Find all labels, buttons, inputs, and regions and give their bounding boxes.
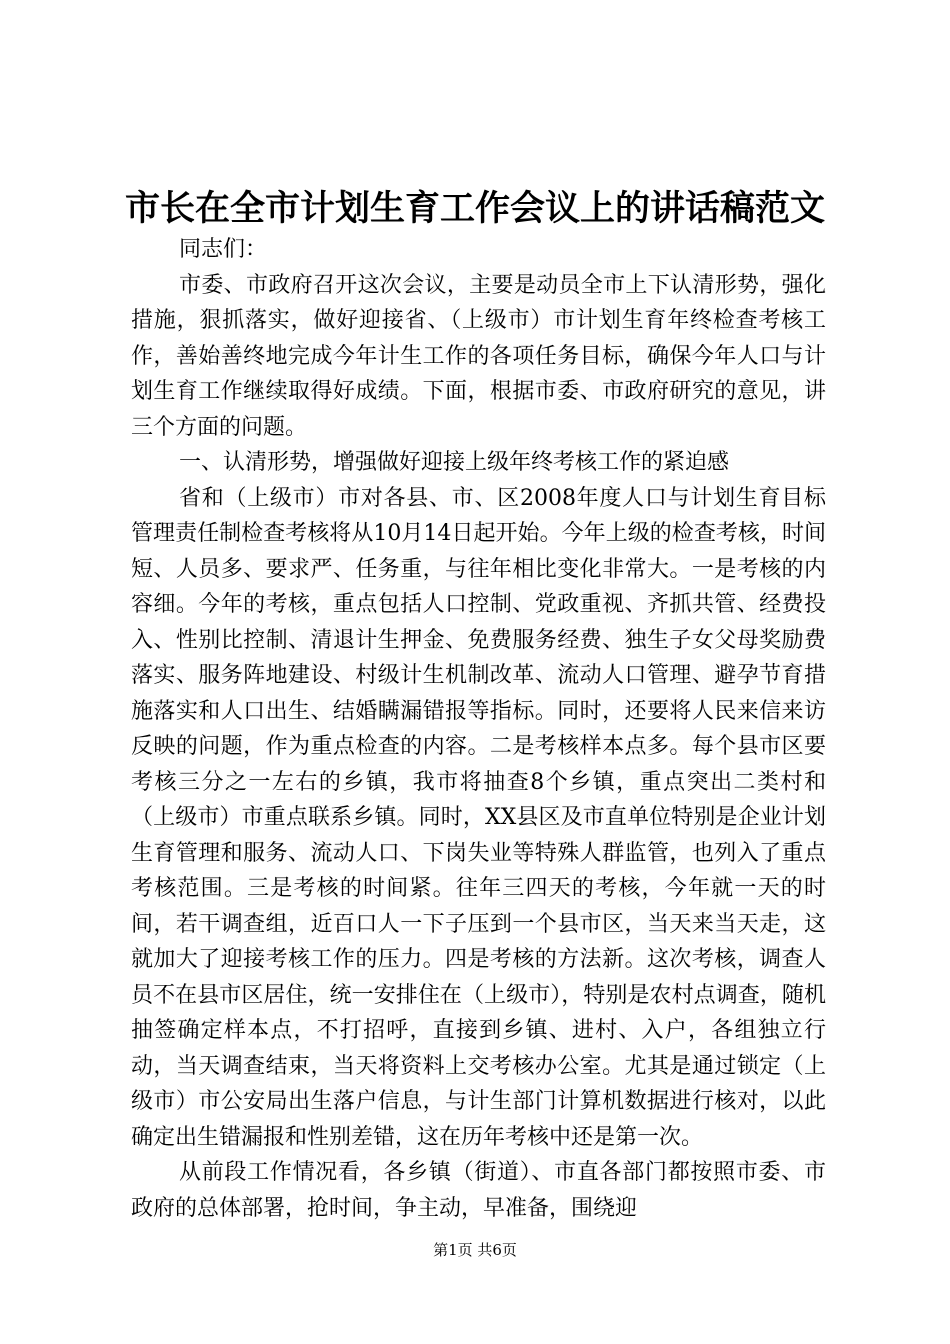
- document-body: [131, 232, 826, 1226]
- intro-paragraph: 市委、市政府召开这次会议，主要是动员全市上下认清形势，强化措施，狠抓落实，做好迎接省、（上级市）市计划生育年终检查考核工作，善始善终地完成今年计生工作的各项任务目标，确保今年人口与计划生育工作继续取得好成绩。下面，根据市委、市政府研究的意见，讲三个方面的问题。: [131, 272, 826, 440]
- section-1-paragraph: 省和（上级市）市对各县、市、区2008年度人口与计划生育目标管理责任制检查考核将从10月14日起开始。今年上级的检查考核，时间短、人员多、要求严、任务重，与往年相比变化非常大。一是考核的内容细。今年的考核，重点包括人口控制、党政重视、齐抓共管、经费投入、性别比控制、清退计生押金、免费服务经费、独生子女父母奖励费落实、服务阵地建设、村级计生机制改革、流动人口管理、避孕节育措施落实和人口出生、结婚瞒漏错报等指标。同时，还要将人民来信来访反映的问题，作为重点检查的内容。二是考核样本点多。每个县市区要考核三分之一左右的乡镇，我市将抽查8个乡镇，重点突出二类村和（上级市）市重点联系乡镇。同时，XX县区及市直单位特别是企业计划生育管理和服务、流动人口、下岗失业等特殊人群监管，也列入了重点考核范围。三是考核的时间紧。往年三四天的考核，今年就一天的时间，若干调查组，近百口人一下子压到一个县市区，当天来当天走，这就加大了迎接考核工作的压力。四是考核的方法新。这次考核，调查人员不在县市区居住，统一安排住在（上级市），特别是农村点调查，随机抽签确定样本点，不打招呼，直接到乡镇、进村、入户，各组独立行动，当天调查结束，当天将资料上交考核办公室。尤其是通过锁定（上级市）市公安局出生落户信息，与计生部门计算机数据进行核对，以此确定出生错漏报和性别差错，这在历年考核中还是第一次。: [131, 485, 826, 1150]
- section-heading-1: 一、认清形势，增强做好迎接上级年终考核工作的紧迫感: [179, 450, 730, 475]
- document-title: 市长在全市计划生育工作会议上的讲话稿范文: [124, 188, 825, 229]
- page-footer: 第1页 共6页: [433, 1241, 517, 1259]
- salutation-paragraph: 同志们：: [179, 237, 268, 262]
- progress-paragraph: 从前段工作情况看，各乡镇（街道）、市直各部门都按照市委、市政府的总体部署，抢时间，争主动，早准备，围绕迎: [131, 1160, 826, 1221]
